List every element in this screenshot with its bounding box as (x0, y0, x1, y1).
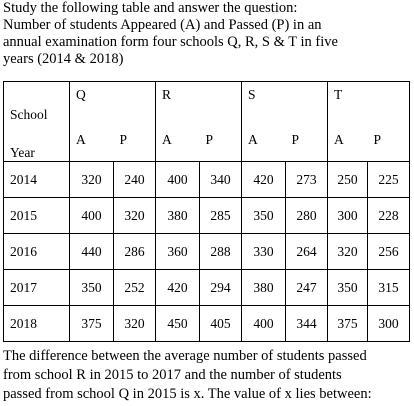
table-cell: 330 (242, 234, 286, 270)
table-cell: 300 (368, 306, 410, 342)
table-cell: 256 (368, 234, 410, 270)
year-label: Year (10, 145, 35, 160)
school-year-header (4, 82, 70, 162)
t-p-header: P (368, 116, 410, 162)
intro-line-2: Number of students Appeared (A) and Passed (P) in an (3, 17, 322, 33)
intro-text (3, 0, 411, 68)
year-cell: 2014 (4, 162, 70, 198)
table-cell: 288 (200, 234, 242, 270)
table-cell: 400 (242, 306, 286, 342)
table-cell: 320 (114, 306, 156, 342)
table-cell: 360 (156, 234, 200, 270)
question-line-1: The difference between the average number of students passed (3, 348, 367, 364)
table-cell: 280 (286, 198, 328, 234)
table-cell: 344 (286, 306, 328, 342)
table-cell: 320 (70, 162, 114, 198)
r-p-header: P (200, 116, 242, 162)
year-cell: 2016 (4, 234, 70, 270)
table-cell: 420 (242, 162, 286, 198)
intro-line-4: years (2014 & 2018) (3, 51, 124, 67)
school-t-header: T (328, 82, 410, 116)
table-cell: 240 (114, 162, 156, 198)
table-cell: 247 (286, 270, 328, 306)
question-text (3, 347, 411, 404)
table-cell: 285 (200, 198, 242, 234)
table-row (4, 198, 410, 234)
table-row (4, 234, 410, 270)
school-label: School (10, 107, 48, 122)
table-cell: 400 (70, 198, 114, 234)
t-a-header: A (328, 116, 368, 162)
school-q-header: Q (70, 82, 156, 116)
year-cell: 2017 (4, 270, 70, 306)
table-cell: 350 (242, 198, 286, 234)
table-row (4, 270, 410, 306)
school-s-header: S (242, 82, 328, 116)
table-cell: 264 (286, 234, 328, 270)
year-cell: 2015 (4, 198, 70, 234)
table-cell: 315 (368, 270, 410, 306)
s-a-header: A (242, 116, 286, 162)
table-cell: 440 (70, 234, 114, 270)
question-line-3: passed from school Q in 2015 is x. The value of x lies between: (3, 386, 372, 402)
table-cell: 225 (368, 162, 410, 198)
table-row (4, 162, 410, 198)
table-cell: 405 (200, 306, 242, 342)
intro-line-3: annual examination form four schools Q, R, S & T in five (3, 34, 338, 50)
table-cell: 350 (328, 270, 368, 306)
table-cell: 350 (70, 270, 114, 306)
r-a-header: A (156, 116, 200, 162)
table-cell: 294 (200, 270, 242, 306)
table-cell: 320 (114, 198, 156, 234)
table-cell: 400 (156, 162, 200, 198)
intro-line-1: Study the following table and answer the question: (3, 0, 298, 16)
s-p-header: P (286, 116, 328, 162)
table-cell: 450 (156, 306, 200, 342)
table-cell: 273 (286, 162, 328, 198)
table-cell: 340 (200, 162, 242, 198)
table-row (4, 306, 410, 342)
question-line-2: from school R in 2015 to 2017 and the number of students (3, 367, 342, 383)
table-cell: 320 (328, 234, 368, 270)
table-cell: 375 (328, 306, 368, 342)
table-cell: 375 (70, 306, 114, 342)
table-cell: 286 (114, 234, 156, 270)
year-cell: 2018 (4, 306, 70, 342)
table-cell: 252 (114, 270, 156, 306)
q-p-header: P (114, 116, 156, 162)
table-cell: 420 (156, 270, 200, 306)
table-cell: 228 (368, 198, 410, 234)
table-cell: 380 (242, 270, 286, 306)
q-a-header: A (70, 116, 114, 162)
data-table (3, 81, 410, 342)
table-cell: 300 (328, 198, 368, 234)
school-r-header: R (156, 82, 242, 116)
table-cell: 250 (328, 162, 368, 198)
table-cell: 380 (156, 198, 200, 234)
